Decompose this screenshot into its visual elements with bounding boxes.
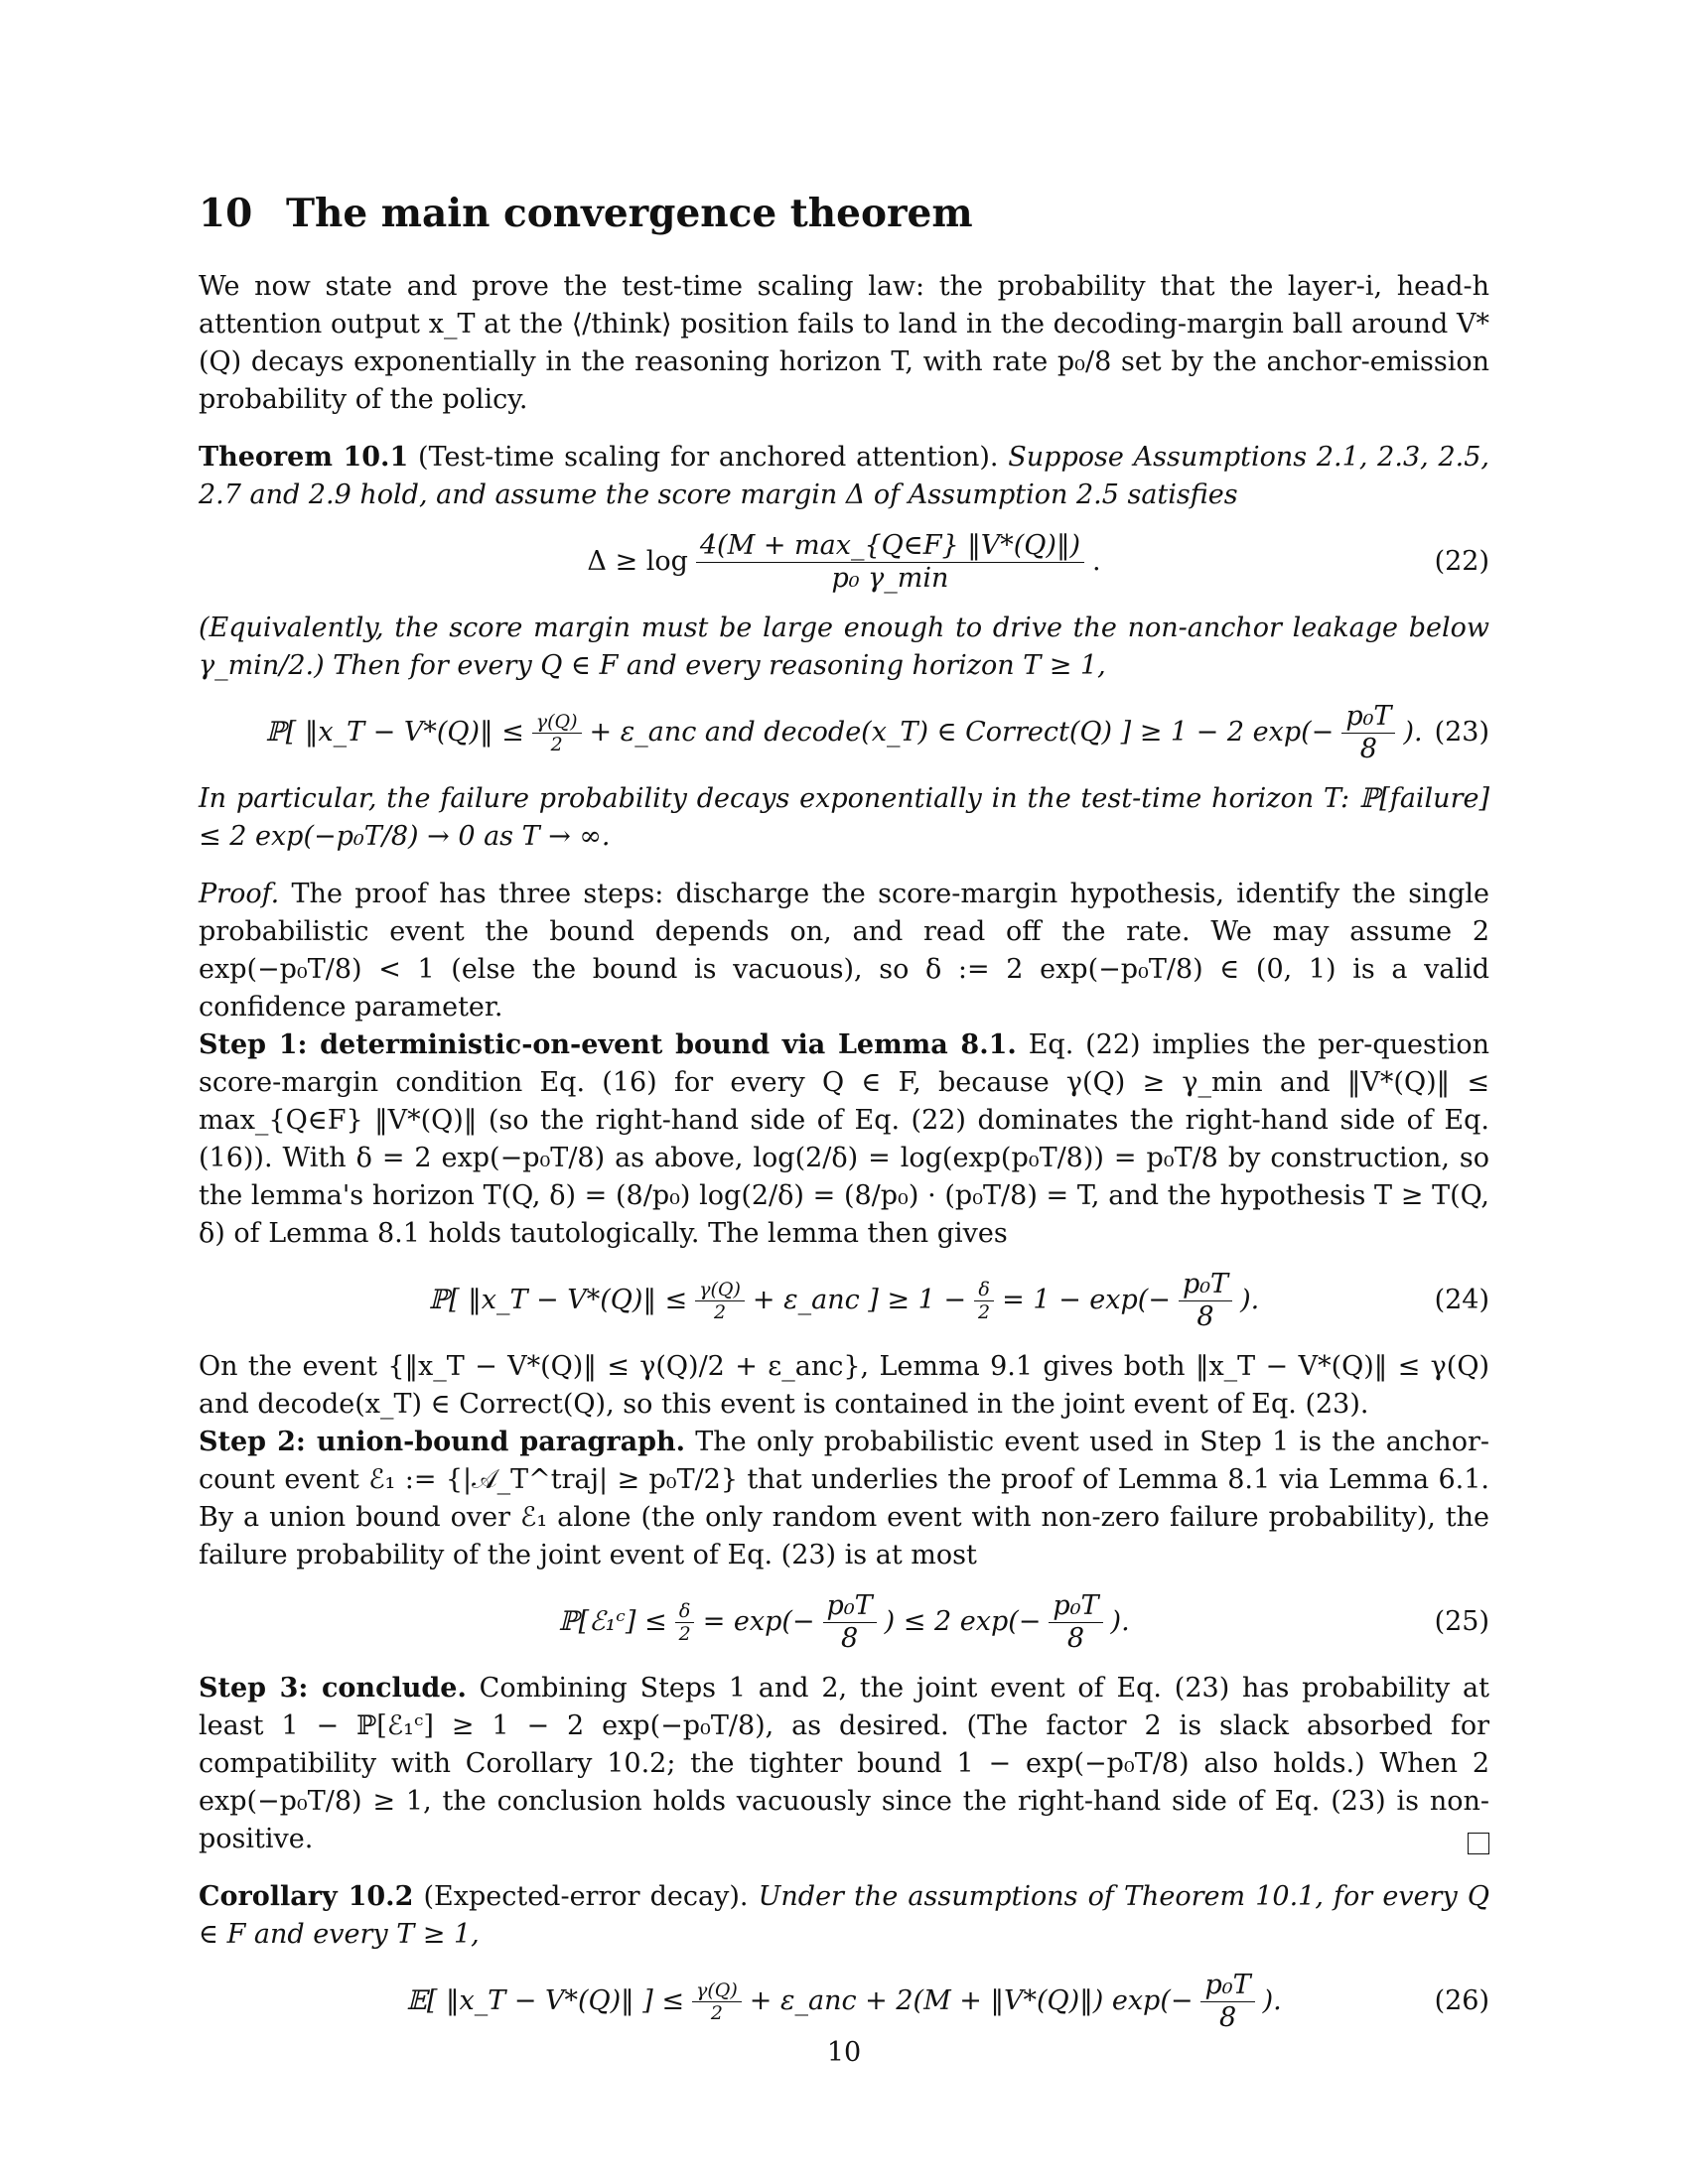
proof-intro	[199, 876, 1489, 1026]
eq25-rate-fraction-2	[1049, 1590, 1102, 1655]
eq23-gamma-num: γ(Q)	[532, 711, 582, 734]
eq25-delta-num: δ	[675, 1600, 694, 1623]
corollary-label: Corollary 10.2	[199, 1881, 414, 1912]
step3-label: Step 3: conclude.	[199, 1673, 467, 1704]
eq23-gamma-den: 2	[550, 733, 563, 755]
eq24-delta-fraction	[974, 1279, 994, 1323]
eq25-tag: (25)	[1434, 1606, 1489, 1637]
eq25-rate1-num: p₀T	[823, 1590, 877, 1623]
section-title: The main convergence theorem	[286, 191, 973, 236]
eq24-delta-den: 2	[978, 1300, 991, 1323]
eq23-lhs: ℙ[ ‖x_T − V*(Q)‖ ≤	[265, 717, 524, 748]
proof-step-1	[199, 1026, 1489, 1253]
eq23-rate-den: 8	[1359, 733, 1377, 764]
section-number: 10	[199, 191, 253, 236]
equation-23	[199, 685, 1489, 780]
qed-square-icon	[1468, 1833, 1489, 1854]
eq24-lhs: ℙ[ ‖x_T − V*(Q)‖ ≤	[428, 1285, 688, 1315]
eq25-lhs: ℙ[ℰ₁ᶜ] ≤	[558, 1606, 667, 1637]
eq25-rate-fraction-1	[823, 1590, 877, 1655]
theorem-tail: In particular, the failure probability decays exponentially in the test-time horizon T: ℙ[failure] ≤ 2 exp(−p₀T/8) → 0 as T → ∞.	[199, 783, 1489, 852]
eq24-delta-num: δ	[974, 1279, 993, 1301]
step3-text: Combining Steps 1 and 2, the joint event of Eq. (23) has probability at least 1 − ℙ[ℰ₁ᶜ] ≥ 1 − 2 exp(−p₀T/8), as desired. (The factor 2 is slack absorbed for compatibility with Corollary 10.2; the tighter bound 1 − exp(−p₀T/8) also holds.) When 2 exp(−p₀T/8) ≥ 1, the conclusion holds vacuously since the right-hand side of Eq. (23) is non-positive.	[199, 1673, 1489, 1854]
proof-label: Proof.	[199, 879, 280, 909]
step2-label: Step 2: union-bound paragraph.	[199, 1427, 685, 1457]
eq22-numerator: 4(M + max_{Q∈F} ‖V*(Q)‖)	[696, 530, 1084, 563]
eq26-rate-num: p₀T	[1200, 1970, 1254, 2002]
corollary-name: (Expected-error decay).	[423, 1881, 749, 1912]
proof-step-2	[199, 1424, 1489, 1574]
eq23-rate-fraction	[1341, 701, 1395, 765]
eq25-rate2-num: p₀T	[1049, 1590, 1102, 1623]
equation-22	[199, 514, 1489, 610]
equation-24	[199, 1253, 1489, 1348]
eq23-rate-num: p₀T	[1341, 701, 1395, 734]
eq24-rate-num: p₀T	[1179, 1269, 1232, 1301]
corollary-10-2	[199, 1878, 1489, 1954]
eq26-rate-fraction	[1200, 1970, 1254, 2034]
eq24-tail: ).	[1240, 1285, 1260, 1315]
eq23-gamma-fraction	[532, 711, 582, 755]
page-number: 10	[826, 2037, 862, 2068]
eq22-fraction	[696, 530, 1084, 595]
proof-intro-text: The proof has three steps: discharge the score-margin hypothesis, identify the single probabilistic event the bound depends on, and read off the rate. We may assume 2 exp(−p₀T/8) < 1 (else the bound is vacuous), so δ := 2 exp(−p₀T/8) ∈ (0, 1) is a valid confidence parameter.	[199, 879, 1489, 1023]
eq26-gamma-fraction	[692, 1979, 742, 2024]
theorem-name: (Test-time scaling for anchored attention).	[418, 442, 999, 473]
page-content	[199, 189, 1489, 2049]
eq24-gamma-den: 2	[713, 1300, 727, 1323]
eq26-gamma-num: γ(Q)	[692, 1979, 742, 2002]
eq25-mid2: ) ≤ 2 exp(−	[884, 1606, 1042, 1637]
eq22-tag: (22)	[1434, 546, 1489, 577]
eq26-tag: (26)	[1434, 1985, 1489, 2016]
eq24-rate-fraction	[1179, 1269, 1232, 1333]
eq24-tag: (24)	[1434, 1285, 1489, 1315]
section-heading	[199, 189, 1489, 238]
eq23-mid: + ε_anc and decode(x_T) ∈ Correct(Q) ] ≥ 1 − 2 exp(−	[589, 717, 1335, 748]
proof	[199, 876, 1489, 1858]
eq25-delta-fraction	[675, 1600, 695, 1645]
eq23-tag: (23)	[1434, 717, 1489, 748]
eq25-delta-den: 2	[678, 1622, 691, 1645]
intro-paragraph: We now state and prove the test-time scaling law: the probability that the layer-i, head-h attention output x_T at the ⟨/think⟩ position fails to land in the decoding-margin ball around V*(Q) decays exponentially in the reasoning horizon T, with rate p₀/8 set by the anchor-emission probability of the policy.	[199, 271, 1489, 415]
eq24-gamma-fraction	[695, 1279, 745, 1323]
step2-text: The only probabilistic event used in Step 1 is the anchor-count event ℰ₁ := {|𝒜_T^traj| ≥ p₀T/2} that underlies the proof of Lemma 8.1 via Lemma 6.1. By a union bound over ℰ₁ alone (the only random event with non-zero failure probability), the failure probability of the joint event of Eq. (23) is at most	[199, 1427, 1489, 1570]
eq22-tail: .	[1091, 546, 1101, 577]
eq25-tail: ).	[1110, 1606, 1130, 1637]
eq23-tail: ).	[1403, 717, 1423, 748]
proof-step-3	[199, 1670, 1489, 1858]
corollary-statement: Under the assumptions of Theorem 10.1, for every Q ∈ F and every T ≥ 1,	[199, 1881, 1489, 1950]
eq26-gamma-den: 2	[710, 2001, 723, 2024]
eq24-rate-den: 8	[1196, 1300, 1214, 1332]
eq26-rate-den: 8	[1218, 2001, 1237, 2033]
eq26-mid: + ε_anc + 2(M + ‖V*(Q)‖) exp(−	[749, 1985, 1194, 2016]
eq25-rate2-den: 8	[1066, 1622, 1085, 1654]
eq24-mid: + ε_anc ] ≥ 1 −	[752, 1285, 967, 1315]
eq25-rate1-den: 8	[841, 1622, 859, 1654]
step1-text: Eq. (22) implies the per-question score-margin condition Eq. (16) for every Q ∈ F, because γ(Q) ≥ γ_min and ‖V*(Q)‖ ≤ max_{Q∈F} ‖V*(Q)‖ (so the right-hand side of Eq. (22) dominates the right-hand side of Eq. (16)). With δ = 2 exp(−p₀T/8) as above, log(2/δ) = log(exp(p₀T/8)) = p₀T/8 by construction, so the lemma's horizon T(Q, δ) = (8/p₀) log(2/δ) = (8/p₀) · (p₀T/8) = T, and the hypothesis T ≥ T(Q, δ) of Lemma 8.1 holds tautologically. The lemma then gives	[199, 1029, 1489, 1249]
step1-label: Step 1: deterministic-on-event bound via Lemma 8.1.	[199, 1029, 1017, 1060]
theorem-continuation: (Equivalently, the score margin must be large enough to drive the non-anchor leakage below γ_min/2.) Then for every Q ∈ F and every reasoning horizon T ≥ 1,	[199, 613, 1489, 681]
after-eq24: On the event {‖x_T − V*(Q)‖ ≤ γ(Q)/2 + ε_anc}, Lemma 9.1 gives both ‖x_T − V*(Q)‖ ≤ γ(Q) and decode(x_T) ∈ Correct(Q), so this event is contained in the joint event of Eq. (23).	[199, 1351, 1489, 1420]
theorem-statement: Suppose Assumptions 2.1, 2.3, 2.5, 2.7 and 2.9 hold, and assume the score margin Δ of Assumption 2.5 satisfies	[199, 442, 1490, 510]
eq24-gamma-num: γ(Q)	[695, 1279, 745, 1301]
theorem-label: Theorem 10.1	[199, 442, 409, 473]
eq26-tail: ).	[1262, 1985, 1282, 2016]
theorem-10-1	[199, 439, 1489, 514]
equation-25	[199, 1574, 1489, 1670]
eq26-lhs: 𝔼[ ‖x_T − V*(Q)‖ ] ≤	[406, 1985, 685, 2016]
eq22-denominator: p₀ γ_min	[831, 562, 949, 594]
eq25-mid: = exp(−	[702, 1606, 815, 1637]
eq22-lhs: Δ ≥ log	[587, 546, 688, 577]
equation-26	[199, 1954, 1489, 2049]
eq24-mid2: = 1 − exp(−	[1002, 1285, 1171, 1315]
